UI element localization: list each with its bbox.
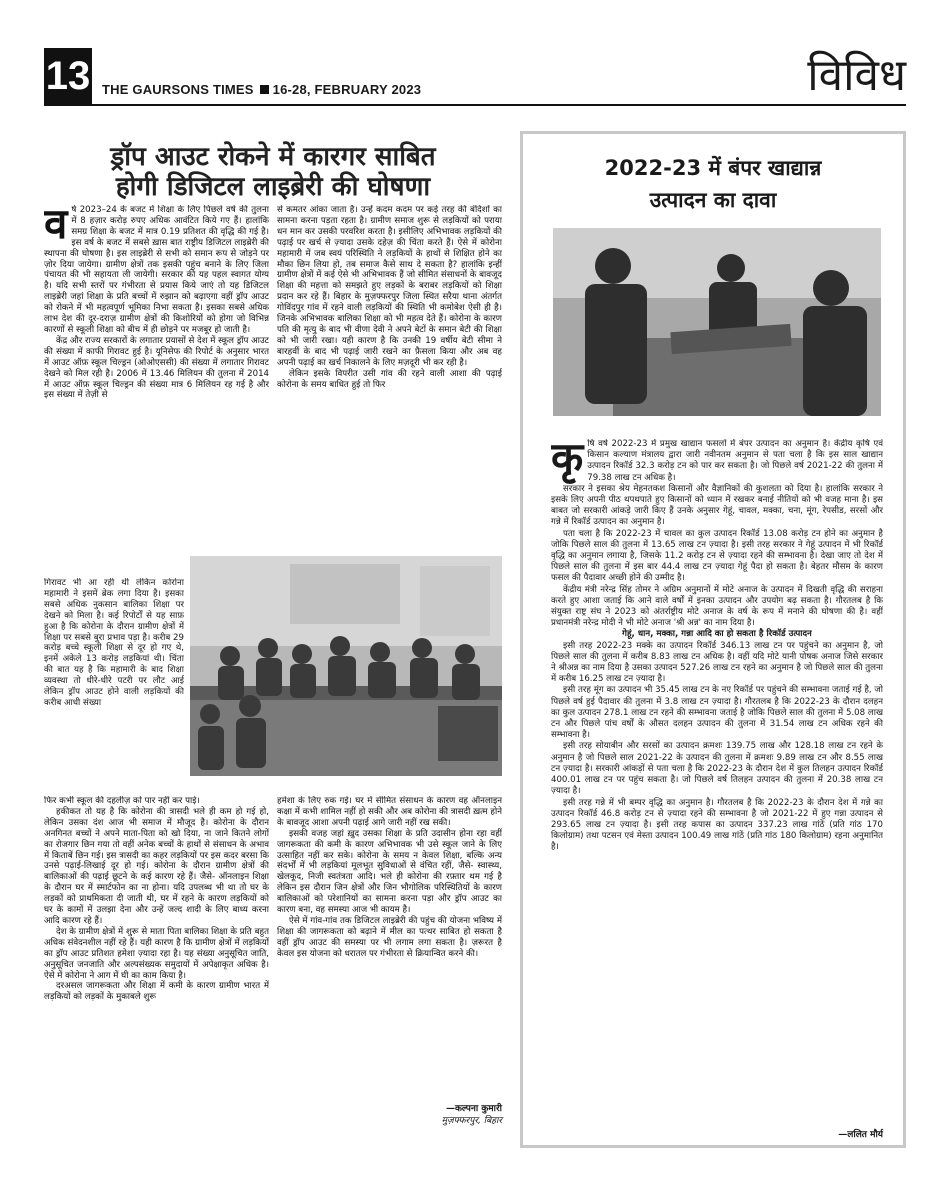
paragraph: से कमतर आंका जाता है। उन्हें कदम कदम पर कई तरह की बंदिशों का सामना करना पड़ता रहता है। ग्रामीण समाज शुरू से लड़कियों को पराया धन मान कर उसकी परवरिश करता है। इसीलिए अभिभावक लड़कियों की पढ़ाई पर खर्च से ज़्यादा उसके दहेज़ की चिंता करते हैं। ऐसे में कोरोना महामारी में जब स्वयं परिस्थिति ने लड़कियों के हाथों से शिक्षित होने का मौका छिन लिया हो, तब समाज कैसे साथ दे सकता है? हालांकि इन्हीं ग्रामीण क्षेत्रों में कई ऐसे भी अभिभावक हैं जो सीमित संसाधनों के बावजूद शिक्षा की महत्ता को समझते हुए लड़कों के बराबर लड़कियों को शिक्षा प्रदान कर रहे हैं। बिहार के मुज़फ्फरपुर जिला स्थित सरैया थाना अंतर्गत गोविंदपुर गांव में रहने वाली लड़कियों की स्थिति भी कमोबेश ऐसी ही है। जिनके अभिभावक बालिका शिक्षा को भी महत्व देते हैं। कोरोना के कारण पति की मृत्यु के बाद भी वीणा देवी ने अपने बेटों के समान बेटी की शिक्षा को भी जारी रखा। यही कारण है कि उनकी 19 वर्षीय बेटी सीमा ने बारहवीं के बाद भी पढ़ाई जारी रखने का फ़ैसला किया और अब वह अपनी पढ़ाई का खर्च निकालने के लिए मज़दूरी भी कर रही है। — [277, 205, 502, 368]
square-separator-icon — [260, 85, 269, 94]
paragraph: हकीकत तो यह है कि कोरोना की त्रासदी भले ही कम हो गई हो, लेकिन उसका दंश आज भी समाज में मौजूद है। कोरोना के दौरान अनगिनत बच्चों ने अपने माता-पिता को खो दिया, ना जाने कितने लोगों का रोजगार छिन गया तो वहीं अनेक बच्चों के हाथों से संसाधन के अभाव में किताबें छिन गई। इस त्रासदी का कहर लड़कियों पर इस कदर बरसा कि उनसे पढ़ाई-लिखाई दूर हो गई। कोरोना के दौरान ग्रामीण क्षेत्रों की बालिकाओं की पढ़ाई छूटने के कई कारण रहे हैं। जैसे- ऑनलाइन शिक्षा के दौरान घर में स्मार्टफोन का ना होना। यदि उपलब्ध भी था तो घर के लड़कों को प्राथमिकता दी जाती थी, घर में रहने के कारण लड़कियों को घर के कामों में उलझा देना और उन्हें जल्द शादी के लिए बाध्य करना आदि कारण रहे हैं। — [44, 806, 269, 926]
section-title: विविध — [807, 50, 906, 101]
sidebar-article-panel — [520, 131, 906, 1148]
dropcap: कृ — [551, 439, 584, 482]
article-byline — [370, 1103, 502, 1127]
article-column-1-continued — [44, 796, 269, 1148]
sidebar-byline: —ललित मौर्य — [838, 1130, 883, 1140]
paragraph: लेकिन इसके विपरीत उसी गांव की रहने वाली आशा की पढ़ाई कोरोना के समय बाधित हुई तो फिर — [277, 368, 502, 390]
lead-text: षि वर्ष 2022-23 में प्रमुख खाद्यान फसलों में बंपर उत्पादन का अनुमान है। केंद्रीय कृषि एवं किसान कल्याण मंत्रालय द्वारा जारी नवीनतम अनुमान से पता चला है कि इस साल खाद्यान उत्पादन रिकॉर्ड 32.3 करोड़ टन को पार कर सकता है। जो पिछले वर्ष 2021-22 की तुलना में 79.38 लाख टन अधिक है। — [587, 439, 883, 483]
article-column-2-continued — [277, 796, 502, 1096]
paragraph: देश के ग्रामीण क्षेत्रों में शुरू से माता पिता बालिका शिक्षा के प्रति बहुत अधिक संवेदनशील नहीं रहे हैं। यही कारण है कि ग्रामीण क्षेत्रों में लड़कियों का ड्रॉप आउट प्रतिशत हमेशा ज़्यादा रहा है। यह संख्या अनुसूचित जाति, अनुसूचित जनजाति और अल्पसंख्यक समुदायों में अपेक्षाकृत अधिक है। ऐसे में कोरोना ने आग में घी का काम किया है। — [44, 926, 269, 981]
sidebar-article-body — [551, 439, 883, 1129]
paragraph: दरअसल जागरूकता और शिक्षा में कमी के कारण ग्रामीण भारत में लड़कियों को लड़कों के मुकाबले शुरू — [44, 981, 269, 1003]
paragraph: इसी तरह 2022-23 मक्के का उत्पादन रिकॉर्ड 346.13 लाख टन पर पहुंचने का अनुमान है, जो पिछले साल की तुलना में करीब 8.83 लाख टन अधिक है। वहीं यदि मोटे यानी पोषक अनाज जिसे सरकार ने श्रीअन्न का नाम दिया है उसका उत्पादन 527.26 लाख टन रहने का अनुमान है जो पिछले साल की तुलना में करीब 16.25 लाख टन ज़्यादा है। — [551, 640, 883, 685]
paragraph: इसकी वजह जहां ख़ुद उसका शिक्षा के प्रति उदासीन होना रहा वहीं जागरूकता की कमी के कारण अभिभावक भी उसे स्कूल जाने के लिए उत्साहित नहीं कर सके। कोरोना के समय न केवल शिक्षा, बल्कि अन्य संदर्भों में भी लड़कियां मूलभूत सुविधाओं से वंचित रहीं, जैसे- स्वास्थ्य, खेलकूद, निजी स्वतंत्रता आदि। भले ही कोरोना की रफ़्तार थम गई है लेकिन इस दौरान जिन क्षेत्रों और जिन भौगोलिक परिस्थितियों के कारण बालिकाओं को परेशानियों का सामना करना पड़ा और ड्रॉप आउट का कारण बना, वह समस्या आज भी कायम है। — [277, 828, 502, 916]
subheading: गेहूं, धान, मक्का, गन्ना आदि का हो सकता है रिकॉर्ड उत्पादन — [622, 629, 812, 640]
paragraph: इसी तरह सोयाबीन और सरसों का उत्पादन क्रमशः 139.75 लाख और 128.18 लाख टन रहने के अनुमान है जो पिछले साल 2021-22 के उत्पादन की तुलना में क्रमशः 9.89 लाख टन और 8.55 लाख टन ज़्यादा है। सरकारी आंकड़ों से पता चला है कि 2022-23 के दौरान देश में कुल तिलहन उत्पादन रिकॉर्ड 400.01 लाख टन पर पहुंच सकता है। जो पिछले वर्ष तिलहन उत्पादन की तुलना में 20.38 लाख टन ज़्यादा है। — [551, 741, 883, 797]
paragraph: केंद्रीय मंत्री नरेन्द्र सिंह तोमर ने अग्रिम अनुमानों में मोटे अनाज के उत्पादन में दिखती वृद्धि की सराहना करते हुए आशा जताई कि आने वाले वर्षों में इनका उत्पादन और उपयोग बढ़ सकता है। गौरतलब है कि संयुक्त राष्ट्र संघ ने 2023 को अंतर्राष्ट्रीय मोटे अनाज के वर्ष के रूप में मनाने की घोषणा की है। वहीं प्रधानमंत्री नरेन्द्र मोदी ने भी मोटे अनाज 'श्री अन्न' का नाम दिया है। — [551, 584, 883, 629]
byline-name: —कल्पना कुमारी — [446, 1104, 502, 1114]
headline-line-2: होगी डिजिटल लाइब्रेरी की घोषणा — [115, 172, 431, 202]
article-headline — [44, 142, 502, 202]
grain-sorting-photo — [553, 228, 881, 416]
title-line-2: उत्पादन का दावा — [649, 188, 777, 212]
article-lead-paragraph — [44, 205, 269, 336]
paper-name-line — [102, 82, 421, 97]
lead-text: र्ष 2023–24 के बजट में शिक्षा के लिए पिछले वर्ष की तुलना में 8 हज़ार करोड़ रुपए अधिक आवंटित किये गए हैं। हालांकि समग्र शिक्षा के बजट में मात्र 0.19 प्रतिशत की वृद्धि की गई है। इस वर्ष के बजट में सबसे ख़ास बात राष्ट्रीय डिजिटल लाइब्रेरी की स्थापना की घोषणा है। इस लाइब्रेरी से सभी को समान रूप से जोड़ने पर ज़ोर दिया जायेगा। ग्रामीण क्षेत्रों तक इसकी पहुंच बनाने के लिए जिला पंचायत की भी सहायता ली जायेगी। सरकार की यह पहल स्वागत योग्य है। यदि सभी स्तरों पर गंभीरता से प्रयास किये जाएं तो यह डिजिटल लाइब्रेरी जहां शिक्षा के प्रति बच्चों में रुझान को बढ़ाएगा वहीं ड्रॉप आउट को रोकने में भी महत्वपूर्ण भूमिका निभा सकता है। इसका सबसे अधिक लाभ देश की दूर-दराज़ ग्रामीण क्षेत्रों की किशोरियों को होगा जो विभिन्न कारणों से स्कूली शिक्षा को बीच में ही छोड़ने पर मजबूर हो जाती है। — [44, 205, 269, 335]
article-wrap-text: गिरावट भी आ रही थी लेकिन कोरोना महामारी ने इसमें ब्रेक लगा दिया है। इसका सबसे अधिक नुकसान बालिका शिक्षा पर देखने को मिला है। कई रिपोर्टों से यह साफ़ हुआ है कि कोरोना के दौरान ग्रामीण क्षेत्रों में शिक्षा पर सबसे बुरा प्रभाव पड़ा है। करीब 29 करोड़ बच्चे स्कूली शिक्षा से दूर हो गए थे, इनमें अकेले 13 करोड़ लड़कियां थी। चिंता की बात यह है कि महामारी के बाद शिक्षा व्यवस्था तो धीरे-धीरे पटरी पर लौट आई लेकिन ड्रॉप आउट होने वाली लड़कियों की करीब आधी संख्या — [44, 578, 184, 708]
paragraph: ऐसे में गांव-गांव तक डिजिटल लाइब्रेरी की पहुंच की योजना भविष्य में शिक्षा की जागरूकता को बढ़ाने में मील का पत्थर साबित हो सकता है वहीं ड्रॉप आउट की समस्या पर भी लगाम लगा सकता है। ज़रूरत है केवल इस योजना को धरातल पर गंभीरता से क्रियान्वित करने की। — [277, 915, 502, 959]
page-number: 13 — [44, 48, 92, 104]
paragraph: इसी तरह मूंग का उत्पादन भी 35.45 लाख टन के नए रिकॉर्ड पर पहुंचने की सम्भावना जताई गई है, जो पिछले वर्ष हुई पैदावार की तुलना में 3.8 लाख टन ज़्यादा है। गौरतलब है कि 2022-23 के दौरान दलहन का कुल उत्पादन 278.1 लाख टन रहने की सम्भावना जताई है जोकि पिछले साल की तुलना में 5.08 लाख टन और पिछले पांच वर्षों के औसत दलहन उत्पादन की तुलना में 31.54 लाख टन अधिक रहने की सम्भावना है। — [551, 685, 883, 741]
paper-name: THE GAURSONS TIMES — [102, 82, 254, 97]
title-line-1: 2022-23 में बंपर खाद्यान्न — [604, 156, 822, 180]
article-column-1 — [44, 205, 269, 578]
paragraph: केंद्र और राज्य सरकारों के लगातार प्रयासों से देश में स्कूल ड्रॉप आउट की संख्या में काफी गिरावट हुई है। यूनिसेफ की रिपोर्ट के अनुसार भारत में आउट ऑफ़ स्कूल चिल्ड्रन (ओओएससी) की संख्या में लगातार गिरावट देखने को मिल रही है। 2006 में 13.46 मिलियन की तुलना में 2014 में आउट ऑफ़ स्कूल चिल्ड्रन की संख्या मात्र 6 मिलियन रह गई है और इस संख्या में तेज़ी से — [44, 335, 269, 401]
headline-line-1: ड्रॉप आउट रोकने में कारगर साबित — [110, 142, 436, 172]
sidebar-lead-paragraph — [551, 439, 883, 484]
sidebar-article-title — [523, 152, 903, 216]
byline-place: मुज़फ्फरपुर, बिहार — [441, 1116, 502, 1126]
paragraph: इसी तरह गन्ने में भी बम्पर वृद्धि का अनुमान है। गौरतलब है कि 2022-23 के दौरान देश में गन्ने का उत्पादन रिकॉर्ड 46.8 करोड़ टन से ज़्यादा रहने की सम्भावना है जो 2021-22 में हुए गन्ना उत्पादन से 293.65 लाख टन ज़्यादा है। इसी तरह कपास का उत्पादन 337.23 लाख गांठें (प्रति गांठ 170 किलोग्राम) तथा पटसन एवं मेस्ता उत्पादन 100.49 लाख गांठें (प्रति गांठ 180 किलोग्राम) रहना अनुमानित है। — [551, 797, 883, 853]
masthead-rule — [44, 104, 906, 106]
issue-date: 16-28, FEBRUARY 2023 — [272, 82, 422, 97]
article-column-2 — [277, 205, 502, 555]
paragraph: हमेशा के लिए रुक गई। घर में सीमित संसाधन के कारण वह ऑनलाइन कक्षा में कभी शामिल नहीं हो सकी और अब कोरोना की त्रासदी ख़त्म होने के बावजूद आशा अपनी पढ़ाई आगे जारी नहीं रख सकी। — [277, 796, 502, 828]
dropcap: व — [44, 205, 68, 248]
paragraph: पता चला है कि 2022-23 में चावल का कुल उत्पादन रिकॉर्ड 13.08 करोड़ टन होने का अनुमान है जोकि पिछले साल की तुलना में 13.65 लाख टन ज़्यादा है। इसी तरह सरकार ने गेहूं उत्पादन में भी रिकॉर्ड वृद्धि का अनुमान लगाया है, जिसके 11.2 करोड़ टन से ज़्यादा रहने की सम्भावना है। देखा जाए तो देश में पिछले साल की तुलना में इस बार 44.4 लाख टन ज़्यादा गेहूं पैदा हो सकता है। बेहतर मौसम के कारण फसल की पैदावार अच्छी होने की उम्मीद है। — [551, 528, 883, 584]
paragraph: सरकार ने इसका श्रेय मेहनतकश किसानों और वैज्ञानिकों की कुशलता को दिया है। हालांकि सरकार ने इसके लिए अपनी पीठ थपथपाते हुए किसानों को ध्यान में रखकर बनाई नीतियों को भी वजह माना है। इस बाबत जो सरकारी आंकड़े जारी किए हैं उनके अनुसार गेहूं, चावल, मक्का, चना, मूंग, रेपसीड, सरसों और गन्ने में रिकॉर्ड उत्पादन का अनुमान है। — [551, 483, 883, 528]
classroom-photo — [190, 556, 502, 776]
paragraph: फिर कभी स्कूल की दहलीज़ को पार नहीं कर पाई। — [44, 796, 200, 806]
